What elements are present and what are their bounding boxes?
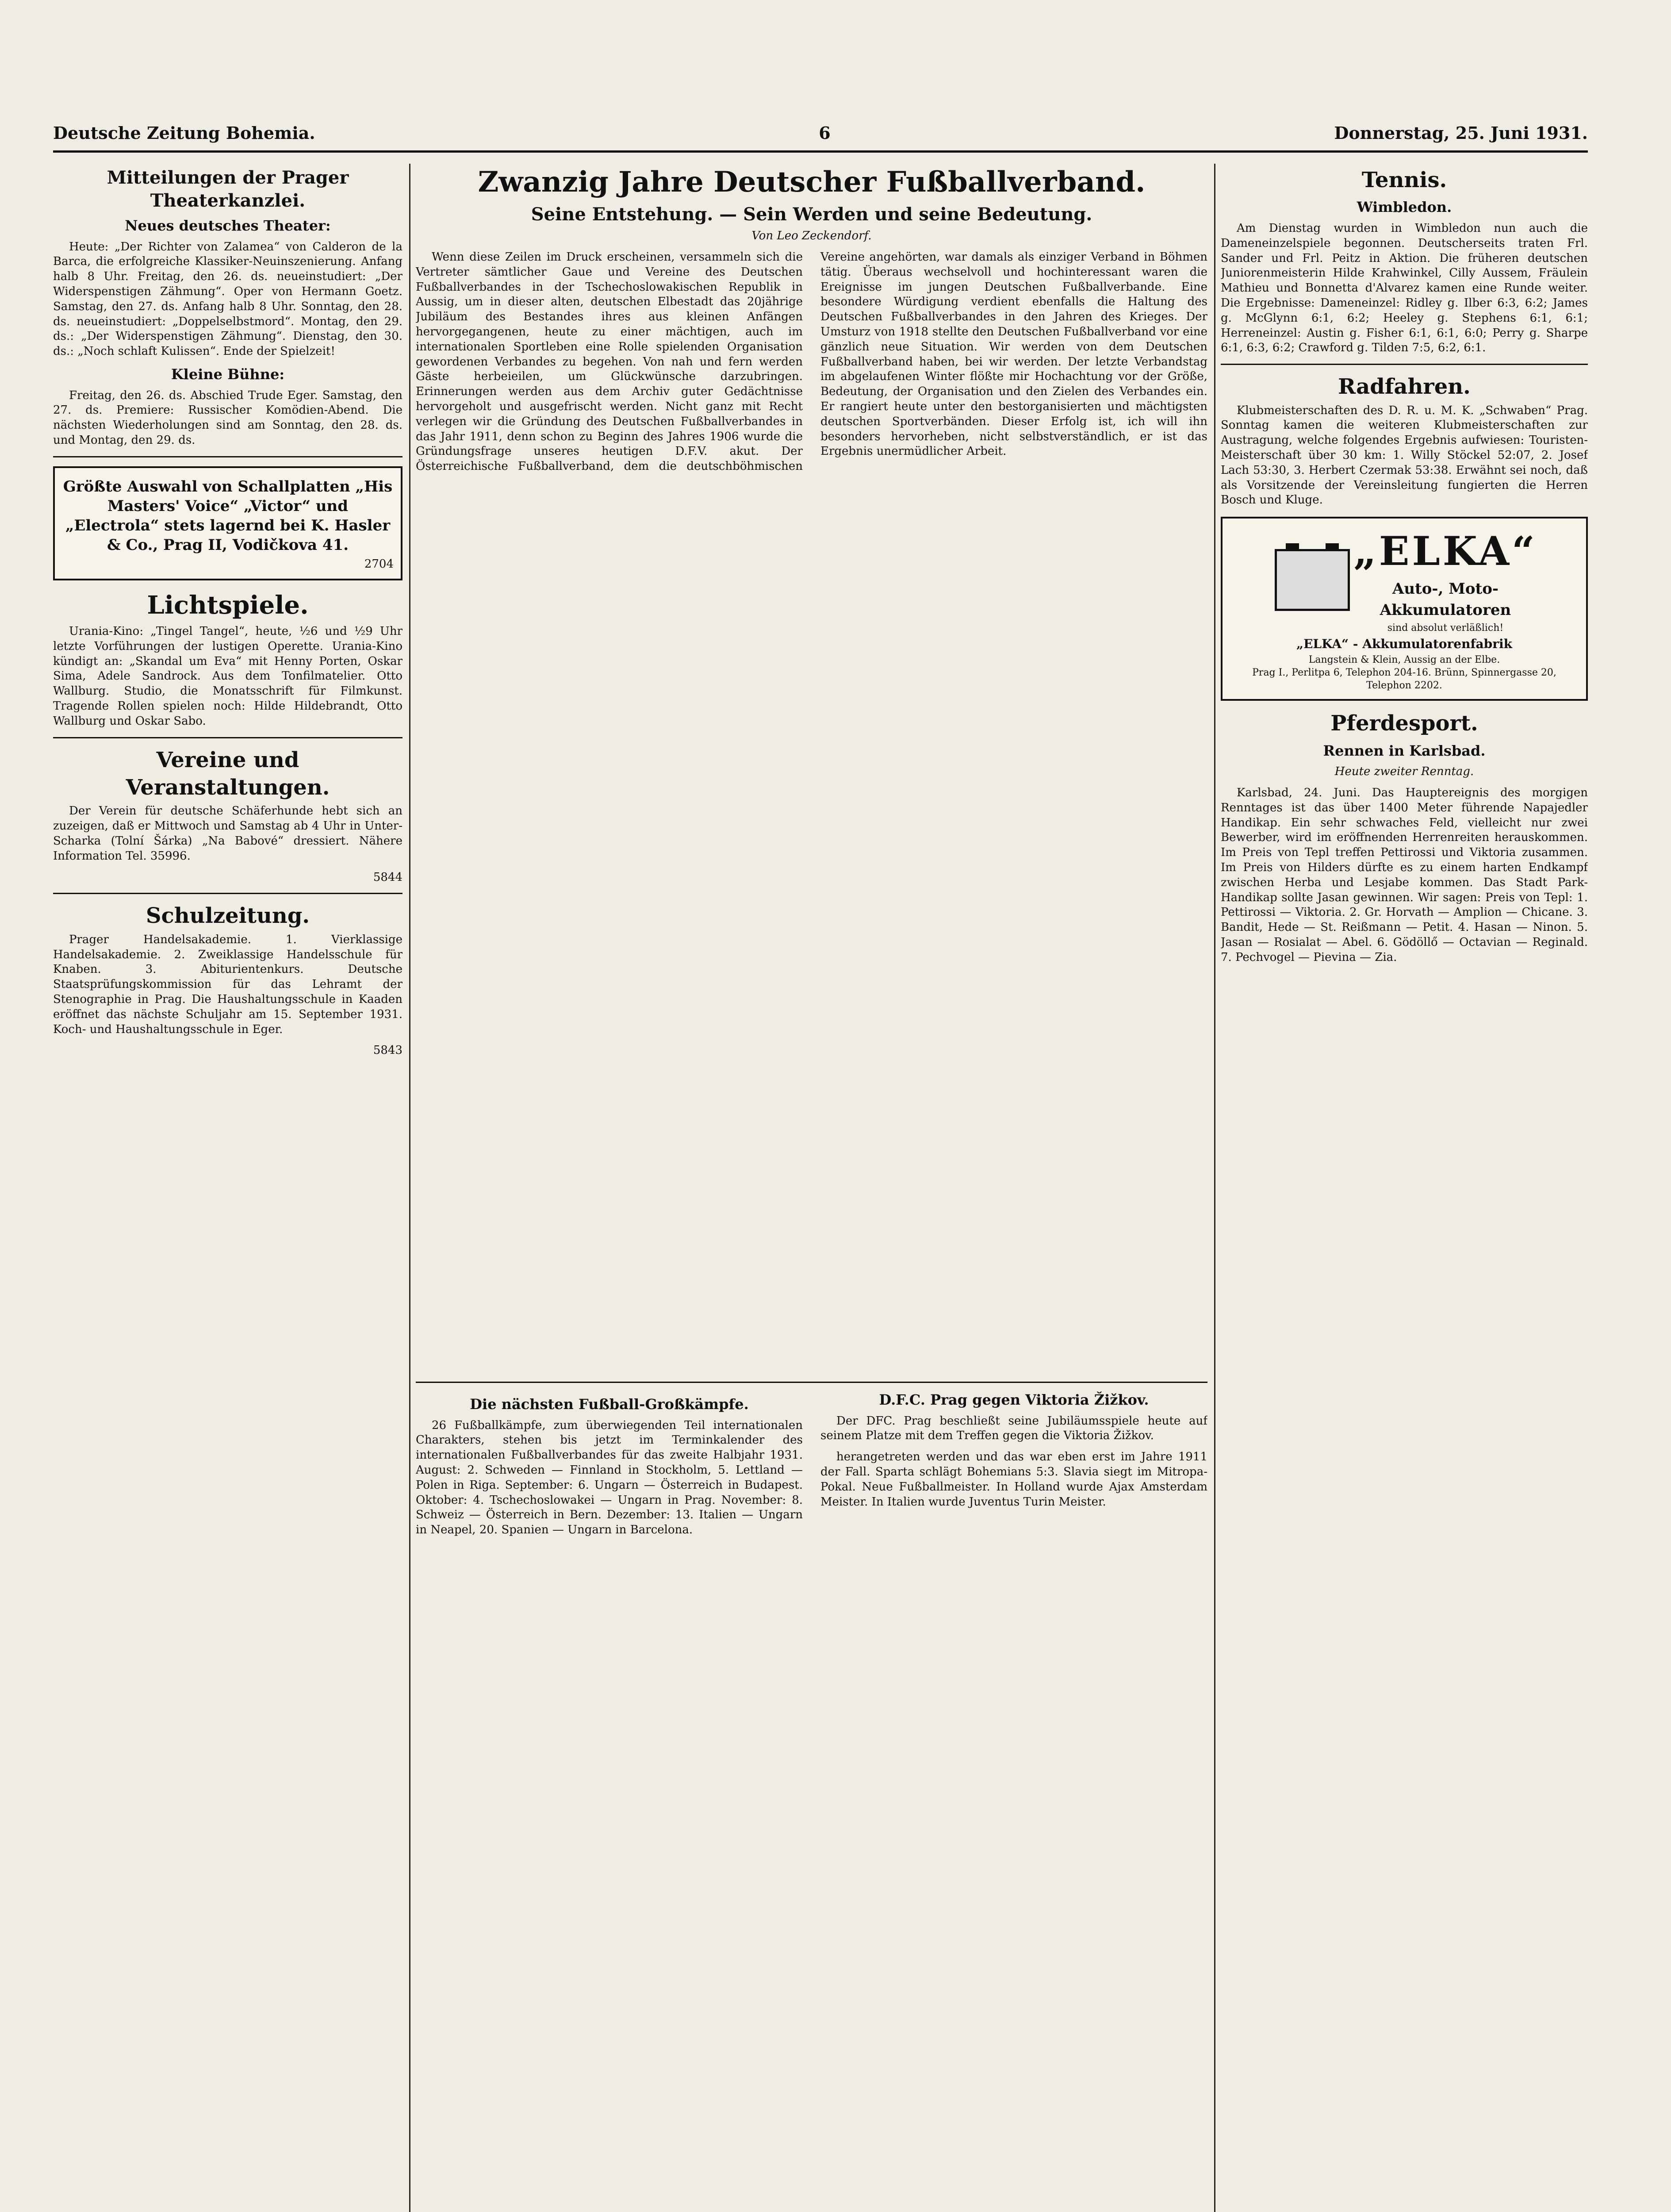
fussball-grosskaempfe-title: Die nächsten Fußball-Großkämpfe.	[470, 1395, 749, 1413]
fussball-grosskaempfe-text: 26 Fußballkämpfe, zum überwiegenden Teil internationalen Charakters, stehen bis jetzt im Terminkalender des internationalen Fußballverbandes für das zweite Halbjahr 1931. August: 2. Schweden — Finnland in Stockholm, 5. Lettland — Polen in Riga. September: 6. Ungarn — Österreich in Budapest. Oktober: 4. Tschechoslowakei — Ungarn in Prag. November: 8. Schweiz — Österreich in Bern. Dezember: 13. Italien — Ungarn in Neapel, 20. Spanien — Ungarn in Barcelona.	[416, 1418, 803, 1537]
schulzeitung-text: Prager Handelsakademie. 1. Vierklassige Handelsakademie. 2. Zweiklassige Handelsschule für Knaben. 3. Abiturientenkurs. Deutsche Staatsprüfungskommission für das Lehramt der Stenographie in Prag. Die Haushaltungsschule in Kaaden eröffnet das nächste Schuljahr am 15. September 1931. Koch- und Haushaltungsschule in Eger.	[53, 933, 402, 1036]
pferdesport-title: Pferdesport.	[1330, 711, 1478, 736]
column-left	[53, 164, 402, 2212]
radfahren-title: Radfahren.	[1338, 374, 1471, 399]
dfc-viktoria-text: Der DFC. Prag beschließt seine Jubiläumsspiele heute auf seinem Platze mit dem Treffen gegen die Viktoria Žižkov.	[820, 1414, 1207, 1443]
elka-line3: sind absolut verläßlich!	[1387, 622, 1504, 634]
elka-address: Langstein & Klein, Aussig an der Elbe.	[1308, 654, 1500, 666]
elka-brand: „ELKA“	[1353, 528, 1537, 575]
dfc-viktoria-title: D.F.C. Prag gegen Viktoria Žižkov.	[879, 1391, 1149, 1408]
divider	[53, 456, 402, 457]
battery-icon	[1275, 549, 1350, 611]
sports-briefs	[416, 1391, 1207, 2212]
theater-subheading: Neues deutsches Theater:	[125, 217, 331, 234]
tennis-title: Tennis.	[1361, 168, 1447, 192]
ad-number: 2704	[364, 557, 394, 571]
radfahren-text: Klubmeisterschaften des D. R. u. M. K. „Schwaben“ Prag. Sonntag kamen die weiteren Klubmeisterschaften zur Austragung, welche folgendes Ergebnis aufwiesen: Touristen-Meisterschaft über 30 km: 1. Willy Stöckel 52:07, 2. Josef Lach 53:30, 3. Herbert Czermak 53:38. Erwähnt sei noch, daß als Vorsitzende der Vereinsleitung fungierten die Herren Bosch und Kluge.	[1221, 403, 1588, 507]
vereine-number: 5844	[373, 870, 402, 884]
elka-address2: Prag I., Perlitpa 6, Telephon 204-16. Brünn, Spinnergasse 20, Telephon 2202.	[1252, 667, 1556, 691]
wimbledon-title: Wimbledon.	[1357, 199, 1452, 216]
elka-line1: Auto-, Moto-	[1392, 580, 1499, 598]
karlsbad-text: Karlsbad, 24. Juni. Das Hauptereignis des morgigen Renntages ist das über 1400 Meter führende Napajedler Handikap. Ein sehr schwaches Feld, vielleicht nur zwei Bewerber, wird im eröffnenden Herrenreiten herauskommen. Im Preis von Tepl treffen Pettirossi und Viktoria zusammen. Im Preis von Hilders dürfte es zu einem harten Endkampf zwischen Herba und Lesjabe kommen. Das Stadt Park-Handikap sollte Jasan gewinnen. Wir sagen: Preis von Tepl: 1. Pettirossi — Viktoria. 2. Gr. Horvath — Amplion — Chicane. 3. Bandit, Hede — St. Reißmann — Petit. 4. Hasan — Ninon. 5. Jasan — Rosialat — Abel. 6. Gödöllő — Octavian — Reginald. 7. Pechvogel — Pievina — Zia.	[1221, 786, 1588, 964]
lichtspiele-title: Lichtspiele.	[147, 591, 309, 620]
column-rule	[409, 164, 410, 2212]
divider	[53, 737, 402, 738]
wimbledon-text: Am Dienstag wurden in Wimbledon nun auch die Dameneinzelspiele begonnen. Deutscherseits traten Frl. Sander und Frl. Peitz in Aktion. Die früheren deutschen Juniorenmeisterin Hilde Krahwinkel, Cilly Aussem, Fräulein Mathieu und Bonnetta d'Alvarez kamen eine Runde weiter. Die Ergebnisse: Dameneinzel: Ridley g. Ilber 6:3, 6:2; James g. McGlynn 6:1, 6:2; Heeley g. Stephens 6:1, 6:1; Herreneinzel: Austin g. Fisher 6:1, 6:1, 6:0; Perry g. Sharpe 6:1, 6:3, 6:2; Crawford g. Tilden 7:5, 6:2, 6:1.	[1221, 221, 1588, 355]
lichtspiele-text: Urania-Kino: „Tingel Tangel“, heute, ½6 und ½9 Uhr letzte Vorführungen der lustigen Operette. Urania-Kino kündigt an: „Skandal um Eva“ mit Henny Porten, Oskar Sima, Adele Sandrock. Aus dem Tonfilmatelier. Otto Wallburg. Studio, die Monatsschrift für Filmkunst. Tragende Rollen spielen noch: Hilde Hildebrandt, Otto Wallburg und Oskar Sabo.	[53, 625, 402, 728]
divider	[53, 893, 402, 894]
vereine-text: Der Verein für deutsche Schäferhunde hebt sich an zuzeigen, daß er Mittwoch und Samstag ab 4 Uhr in Unter-Scharka (Tolní Šárka) „Na Babové“ dressiert. Nähere Information Tel. 35996.	[53, 804, 402, 863]
newspaper-page	[53, 115, 1588, 2212]
article-body	[416, 250, 1207, 1374]
schul-number: 5843	[373, 1044, 402, 1057]
karlsbad-title: Rennen in Karlsbad.	[1323, 742, 1486, 759]
theater-text: Heute: „Der Richter von Zalamea“ von Calderon de la Barca, die erfolgreiche Klassiker-Neuinszenierung. Anfang halb 8 Uhr. Freitag, den 26. ds. neueinstudiert: „Der Widerspenstigen Zähmung“. Oper von Hermann Goetz. Samstag, den 27. ds. Anfang halb 8 Uhr. Sonntag, den 28. ds. neueinstudiert: „Doppelselbstmord“. Montag, den 29. ds.: „Der Widerspenstigen Zähmung“. Dienstag, den 30. ds.: „Noch schlaft Kulissen“. Ende der Spielzeit!	[53, 240, 402, 358]
article-headline: Zwanzig Jahre Deutscher Fußballverband.	[478, 165, 1146, 199]
schallplatten-ad-text: Größte Auswahl von Schallplatten „His Masters' Voice“ „Victor“ und „Electrola“ stets lagernd bei K. Hasler & Co., Prag II, Vodičkova 41.	[63, 477, 393, 554]
schulzeitung-title: Schulzeitung.	[146, 903, 310, 929]
vereine-title: Vereine und Veranstaltungen.	[126, 747, 330, 800]
elka-ad	[1221, 517, 1588, 701]
header-page-number: 6	[819, 123, 831, 143]
column-right	[1221, 164, 1588, 2212]
column-center	[416, 164, 1207, 2212]
sports-briefs-right-text: herangetreten werden und das war eben erst im Jahre 1911 der Fall. Sparta schlägt Bohemians 5:3. Slavia siegt im Mitropa-Pokal. Neue Fußballmeister. In Holland wurde Ajax Amsterdam Meister. In Italien wurde Juventus Turin Meister.	[820, 1450, 1207, 1509]
kleine-buehne-heading: Kleine Bühne:	[171, 365, 285, 383]
header-left: Deutsche Zeitung Bohemia.	[53, 123, 315, 143]
elka-line2: Akkumulatoren	[1380, 601, 1511, 619]
divider	[416, 1382, 1207, 1383]
kleine-buehne-text: Freitag, den 26. ds. Abschied Trude Eger. Samstag, den 27. ds. Premiere: Russischer Komödien-Abend. Die nächsten Wiederholungen sind am Sonntag, den 28. ds. und Montag, den 29. ds.	[53, 388, 402, 447]
column-rule	[1214, 164, 1215, 2212]
page-header	[53, 115, 1588, 153]
article-subheadline: Seine Entstehung. — Sein Werden und seine Bedeutung.	[531, 204, 1092, 225]
theater-section-title: Mitteilungen der Prager Theaterkanzlei.	[107, 167, 349, 211]
karlsbad-subtitle: Heute zweiter Renntag.	[1334, 765, 1474, 779]
schallplatten-ad	[53, 466, 402, 581]
header-date: Donnerstag, 25. Juni 1931.	[1334, 123, 1588, 143]
elka-firm: „ELKA“ - Akkumulatorenfabrik	[1296, 637, 1513, 652]
article-text: Wenn diese Zeilen im Druck erscheinen, versammeln sich die Vertreter sämtlicher Gaue und Vereine des Deutschen Fußballverbandes in der Tschechoslowakischen Republik in Aussig, um in dieser alten, deutschen Elbestadt das 20jährige Jubiläum des Bestandes ihres aus kleinen Anfängen hervorgegangenen, heute zu einer mächtigen, auch im internationalen Sportleben eine Rolle spielenden Organisation gewordenen Verbandes zu begehen. Von nah und fern werden Gäste herbeieilen, um Glückwünsche darzubringen. Erinnerungen werden aus dem Archiv guter Gedächtnisse hervorgeholt und ausgefrischt werden. Nicht ganz mit Recht verlegen wir die Gründung des Deutschen Fußballverbandes in das Jahr 1911, denn schon zu Beginn des Jahres 1906 wurde die Gründungsfrage unseres heutigen D.F.V. akut. Der Österreichische Fußballverband, dem die deutschböhmischen Vereine angehörten, war damals als einziger Verband in Böhmen tätig. Überaus wechselvoll und hochinteressant waren die Ereignisse im jungen Deutschen Fußballverbande. Eine besondere Würdigung verdient ebenfalls die Haltung des Deutschen Fußballverbandes in den Jahren des Krieges. Der Umsturz von 1918 stellte den Deutschen Fußballverband vor eine gänzlich neue Situation. Wir werden von dem Deutschen Fußballverband haben, bei wir werden. Der letzte Verbandstag im abgelaufenen Winter flößte mir Hochachtung vor der Größe, Bedeutung, der Organisation und den Zielen des Verbandes ein. Er rangiert heute unter den bestorganisierten und mächtigsten deutschen Sportverbänden. Dieser Erfolg ist, ich will ihn besonders hervorheben, nicht selbstverständlich, er ist das Ergebnis unermüdlicher Arbeit.	[416, 250, 1207, 473]
divider	[1221, 364, 1588, 365]
article-byline: Von Leo Zeckendorf.	[751, 229, 872, 243]
